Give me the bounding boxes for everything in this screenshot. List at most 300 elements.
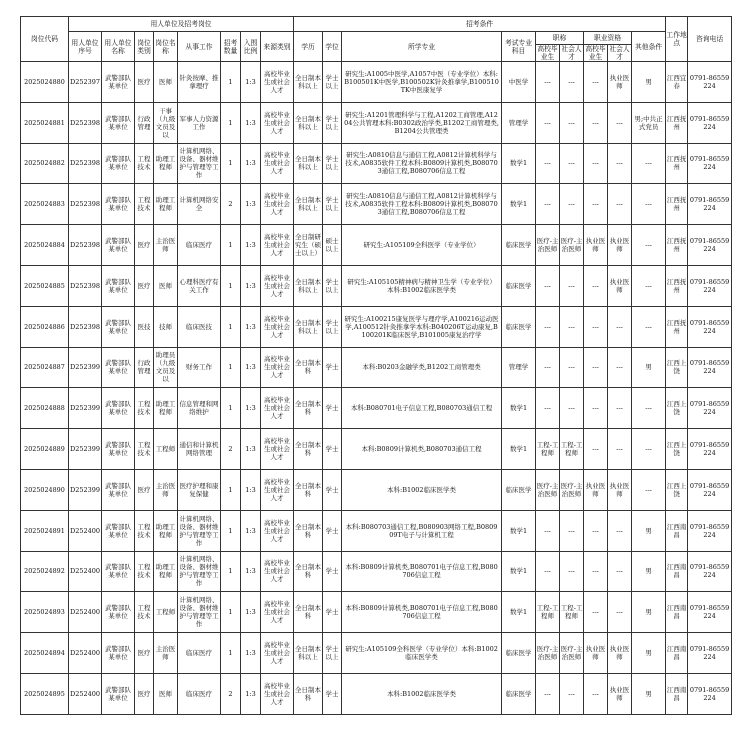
- table-row: [21, 469, 732, 510]
- cell-location: 江西南昌: [666, 673, 688, 714]
- cell-source: 高校毕业生或社会人才: [261, 62, 294, 103]
- cell-qual-social: 执业医师: [608, 469, 632, 510]
- recruitment-table-container: [20, 16, 731, 715]
- cell-recruit-num: 2: [221, 673, 241, 714]
- header-post-category: 岗位类别: [135, 32, 154, 62]
- cell-employer-name: 武警部队某单位: [102, 469, 135, 510]
- cell-exam-subject: 临床医学: [502, 673, 536, 714]
- cell-exam-subject: 数学1: [502, 184, 536, 225]
- cell-source: 高校毕业生或社会人才: [261, 673, 294, 714]
- cell-degree: 学士以上: [323, 143, 342, 184]
- cell-exam-subject: 数学1: [502, 429, 536, 470]
- cell-title-grad: ---: [536, 306, 560, 347]
- cell-title-social: ---: [560, 62, 584, 103]
- cell-degree: 学士: [323, 551, 342, 592]
- table-row: [21, 62, 732, 103]
- cell-post-name: 工程师: [154, 592, 178, 633]
- cell-employer-seq: D252399: [69, 347, 102, 388]
- cell-post-code: 2025024890: [21, 469, 69, 510]
- cell-employer-name: 武警部队某单位: [102, 388, 135, 429]
- cell-title-grad: 医疗-主治医师: [536, 225, 560, 266]
- header-employer-name: 用人单位名称: [102, 32, 135, 62]
- cell-qual-social: ---: [608, 429, 632, 470]
- cell-phone: 0791-86559224: [688, 673, 732, 714]
- cell-post-name: 医师: [154, 673, 178, 714]
- cell-interview-ratio: 1:3: [241, 102, 261, 143]
- cell-title-social: ---: [560, 347, 584, 388]
- cell-other: 男: [632, 347, 666, 388]
- cell-post-name: 助理工程师: [154, 551, 178, 592]
- cell-major: 本科:B080703通信工程,B080903网络工程,B080909T电子与计算机工程: [342, 510, 502, 551]
- cell-exam-subject: 临床医学: [502, 225, 536, 266]
- cell-work-type: 心理科医疗有关工作: [178, 265, 221, 306]
- header-employer-seq: 用人单位序号: [69, 32, 102, 62]
- cell-employer-seq: D252400: [69, 673, 102, 714]
- cell-employer-seq: D252400: [69, 551, 102, 592]
- cell-other: ---: [632, 469, 666, 510]
- cell-qual-social: ---: [608, 306, 632, 347]
- cell-qual-social: ---: [608, 388, 632, 429]
- cell-qual-grad: ---: [584, 388, 608, 429]
- cell-qual-social: ---: [608, 592, 632, 633]
- cell-recruit-num: 1: [221, 633, 241, 674]
- cell-employer-seq: D252399: [69, 469, 102, 510]
- cell-degree: 学士: [323, 673, 342, 714]
- cell-source: 高校毕业生或社会人才: [261, 469, 294, 510]
- cell-recruit-num: 1: [221, 347, 241, 388]
- cell-exam-subject: 数学1: [502, 388, 536, 429]
- cell-qual-social: ---: [608, 510, 632, 551]
- cell-major: 研究生:A100215康复医学与理疗学,A100216运动医学,A100512针灸推拿学本科:B040206T运动康复,B100201K临床医学,B101005康复治疗学: [342, 306, 502, 347]
- cell-qual-social: ---: [608, 143, 632, 184]
- cell-work-type: 计算机网络、设备、器材维护与管理等工作: [178, 510, 221, 551]
- cell-title-grad: ---: [536, 510, 560, 551]
- header-work-type: 从事工作: [178, 32, 221, 62]
- cell-major: 本科:B080701电子信息工程,B080703通信工程: [342, 388, 502, 429]
- cell-exam-subject: 数学1: [502, 551, 536, 592]
- cell-qual-grad: ---: [584, 143, 608, 184]
- cell-employer-name: 武警部队某单位: [102, 102, 135, 143]
- cell-employer-name: 武警部队某单位: [102, 184, 135, 225]
- cell-education: 全日制本科: [294, 592, 323, 633]
- cell-title-social: 医疗-主治医师: [560, 225, 584, 266]
- cell-interview-ratio: 1:3: [241, 184, 261, 225]
- cell-location: 江西上饶: [666, 388, 688, 429]
- cell-exam-subject: 中医学: [502, 62, 536, 103]
- cell-title-grad: ---: [536, 184, 560, 225]
- cell-other: ---: [632, 429, 666, 470]
- cell-post-name: 主治医师: [154, 469, 178, 510]
- cell-major: 本科:B0203金融学类,B1202工商管理类: [342, 347, 502, 388]
- cell-employer-name: 武警部队某单位: [102, 429, 135, 470]
- cell-other: 男: [632, 62, 666, 103]
- cell-title-grad: ---: [536, 347, 560, 388]
- cell-qual-grad: ---: [584, 551, 608, 592]
- cell-employer-name: 武警部队某单位: [102, 347, 135, 388]
- cell-post-name: 主治医师: [154, 633, 178, 674]
- cell-qual-grad: ---: [584, 184, 608, 225]
- cell-source: 高校毕业生或社会人才: [261, 510, 294, 551]
- cell-exam-subject: 临床医学: [502, 306, 536, 347]
- header-qual-grad: 高校毕业生: [585, 45, 606, 61]
- cell-other: ---: [632, 265, 666, 306]
- cell-title-social: ---: [560, 388, 584, 429]
- cell-phone: 0791-86559224: [688, 592, 732, 633]
- cell-education: 全日制本科以上: [294, 102, 323, 143]
- cell-title-social: ---: [560, 143, 584, 184]
- cell-exam-subject: 数学1: [502, 592, 536, 633]
- cell-employer-name: 武警部队某单位: [102, 551, 135, 592]
- cell-location: 江西抚州: [666, 143, 688, 184]
- cell-post-code: 2025024883: [21, 184, 69, 225]
- cell-phone: 0791-86559224: [688, 429, 732, 470]
- cell-recruit-num: 1: [221, 265, 241, 306]
- cell-post-name: 医师: [154, 265, 178, 306]
- cell-work-type: 临床医技: [178, 306, 221, 347]
- cell-employer-seq: D252399: [69, 429, 102, 470]
- cell-degree: 学士以上: [323, 306, 342, 347]
- cell-degree: 学士: [323, 592, 342, 633]
- cell-major: 本科:B0809计算机类,B080703通信工程: [342, 429, 502, 470]
- cell-post-category: 医技: [135, 306, 154, 347]
- cell-work-type: 军事人力资源工作: [178, 102, 221, 143]
- table-row: [21, 388, 732, 429]
- cell-employer-name: 武警部队某单位: [102, 592, 135, 633]
- table-row: [21, 143, 732, 184]
- cell-degree: 学士以上: [323, 102, 342, 143]
- cell-post-category: 工程技术: [135, 510, 154, 551]
- cell-education: 全日制本科: [294, 388, 323, 429]
- cell-post-category: 工程技术: [135, 388, 154, 429]
- cell-other: ---: [632, 184, 666, 225]
- table-header: [21, 17, 732, 62]
- cell-education: 全日制本科: [294, 673, 323, 714]
- header-title-group: 职称: [536, 32, 584, 45]
- table-row: [21, 184, 732, 225]
- cell-interview-ratio: 1:3: [241, 510, 261, 551]
- cell-post-category: 医疗: [135, 265, 154, 306]
- cell-employer-seq: D252400: [69, 510, 102, 551]
- cell-education: 全日制本科以上: [294, 265, 323, 306]
- cell-post-code: 2025024884: [21, 225, 69, 266]
- cell-degree: 学士以上: [323, 265, 342, 306]
- cell-work-type: 计算机网络、设备、器材维护与管理等工作: [178, 143, 221, 184]
- cell-post-category: 医疗: [135, 633, 154, 674]
- header-degree: 学位: [323, 32, 342, 62]
- cell-title-social: ---: [560, 102, 584, 143]
- cell-phone: 0791-86559224: [688, 184, 732, 225]
- cell-phone: 0791-86559224: [688, 551, 732, 592]
- cell-post-name: 工程师: [154, 429, 178, 470]
- cell-major: 研究生:A0810信息与通信工程,A0812计算机科学与技术,A0835软件工程本科:B0809计算机类,B080703通信工程,B080706信息工程: [342, 143, 502, 184]
- cell-source: 高校毕业生或社会人才: [261, 306, 294, 347]
- cell-post-code: 2025024882: [21, 143, 69, 184]
- table-body: [21, 62, 732, 715]
- cell-degree: 学士: [323, 469, 342, 510]
- cell-post-code: 2025024893: [21, 592, 69, 633]
- cell-location: 江西南昌: [666, 633, 688, 674]
- cell-qual-grad: ---: [584, 62, 608, 103]
- recruitment-table: [20, 16, 732, 715]
- cell-employer-seq: D252398: [69, 143, 102, 184]
- cell-work-type: 临床医疗: [178, 225, 221, 266]
- cell-other: ---: [632, 388, 666, 429]
- cell-source: 高校毕业生或社会人才: [261, 347, 294, 388]
- cell-source: 高校毕业生或社会人才: [261, 265, 294, 306]
- cell-degree: 学士: [323, 429, 342, 470]
- cell-recruit-num: 1: [221, 510, 241, 551]
- cell-post-name: 助理工程师: [154, 184, 178, 225]
- cell-employer-seq: D252398: [69, 306, 102, 347]
- cell-employer-name: 武警部队某单位: [102, 306, 135, 347]
- cell-title-grad: ---: [536, 62, 560, 103]
- cell-interview-ratio: 1:3: [241, 592, 261, 633]
- table-row: [21, 265, 732, 306]
- cell-title-social: ---: [560, 184, 584, 225]
- cell-location: 江西抚州: [666, 184, 688, 225]
- cell-phone: 0791-86559224: [688, 388, 732, 429]
- cell-interview-ratio: 1:3: [241, 633, 261, 674]
- header-post-code: 岗位代码: [21, 17, 69, 62]
- cell-education: 全日制本科: [294, 347, 323, 388]
- cell-interview-ratio: 1:3: [241, 225, 261, 266]
- cell-qual-grad: 执业医师: [584, 225, 608, 266]
- header-title-grad: 高校毕业生: [537, 45, 558, 61]
- cell-phone: 0791-86559224: [688, 265, 732, 306]
- cell-work-type: 通信和计算机网络管理: [178, 429, 221, 470]
- table-row: [21, 347, 732, 388]
- header-exam-subject: 考试专业科目: [502, 32, 536, 62]
- cell-qual-social: 执业医师: [608, 62, 632, 103]
- cell-work-type: 财务工作: [178, 347, 221, 388]
- cell-source: 高校毕业生或社会人才: [261, 633, 294, 674]
- cell-post-category: 医疗: [135, 225, 154, 266]
- cell-other: 男: [632, 551, 666, 592]
- cell-post-code: 2025024891: [21, 510, 69, 551]
- cell-qual-grad: ---: [584, 102, 608, 143]
- header-phone: 咨询电话: [688, 17, 732, 62]
- cell-qual-grad: ---: [584, 306, 608, 347]
- cell-location: 江西南昌: [666, 551, 688, 592]
- cell-work-type: 医疗护理和康复保健: [178, 469, 221, 510]
- cell-title-grad: 工程-工程师: [536, 592, 560, 633]
- cell-major: 本科:B1002临床医学类: [342, 469, 502, 510]
- cell-employer-seq: D252398: [69, 184, 102, 225]
- cell-major: 本科:B0809计算机类,B080701电子信息工程,B080706信息工程: [342, 551, 502, 592]
- cell-education: 全日制本科以上: [294, 633, 323, 674]
- cell-source: 高校毕业生或社会人才: [261, 225, 294, 266]
- cell-post-category: 行政管理: [135, 347, 154, 388]
- cell-phone: 0791-86559224: [688, 633, 732, 674]
- table-row: [21, 510, 732, 551]
- cell-recruit-num: 1: [221, 388, 241, 429]
- cell-major: 研究生:A105109全科医学（专业学位）: [342, 225, 502, 266]
- cell-title-grad: 工程-工程师: [536, 429, 560, 470]
- cell-post-code: 2025024880: [21, 62, 69, 103]
- cell-title-social: ---: [560, 510, 584, 551]
- cell-qual-social: 执业医师: [608, 673, 632, 714]
- cell-work-type: 临床医疗: [178, 673, 221, 714]
- cell-source: 高校毕业生或社会人才: [261, 388, 294, 429]
- header-recruit-num: 招考数量: [221, 32, 241, 62]
- cell-employer-name: 武警部队某单位: [102, 265, 135, 306]
- cell-location: 江西上饶: [666, 469, 688, 510]
- cell-location: 江西上饶: [666, 429, 688, 470]
- cell-title-social: 医疗-主治医师: [560, 469, 584, 510]
- cell-post-code: 2025024894: [21, 633, 69, 674]
- cell-post-code: 2025024895: [21, 673, 69, 714]
- cell-degree: 学士: [323, 510, 342, 551]
- header-location: 工作地点: [666, 17, 688, 62]
- cell-recruit-num: 1: [221, 306, 241, 347]
- header-title-social: 社会人才: [561, 45, 582, 61]
- cell-employer-seq: D252399: [69, 388, 102, 429]
- cell-recruit-num: 1: [221, 551, 241, 592]
- cell-title-grad: 医疗-主治医师: [536, 633, 560, 674]
- cell-recruit-num: 1: [221, 62, 241, 103]
- cell-degree: 学士以上: [323, 62, 342, 103]
- cell-major: 研究生:A1005中医学,A1057中医（专业学位）本科:B100501K中医学,B100502K针灸推拿学,B100510TK中医康复学: [342, 62, 502, 103]
- cell-source: 高校毕业生或社会人才: [261, 102, 294, 143]
- cell-qual-social: ---: [608, 347, 632, 388]
- cell-qual-social: 执业医师: [608, 265, 632, 306]
- cell-recruit-num: 1: [221, 592, 241, 633]
- cell-employer-seq: D252398: [69, 102, 102, 143]
- cell-post-category: 工程技术: [135, 592, 154, 633]
- cell-phone: 0791-86559224: [688, 102, 732, 143]
- cell-post-code: 2025024892: [21, 551, 69, 592]
- cell-post-category: 工程技术: [135, 143, 154, 184]
- cell-title-social: ---: [560, 306, 584, 347]
- cell-location: 江西南昌: [666, 510, 688, 551]
- cell-exam-subject: 数学1: [502, 143, 536, 184]
- cell-recruit-num: 2: [221, 429, 241, 470]
- cell-recruit-num: 1: [221, 102, 241, 143]
- header-other: 其他条件: [632, 32, 666, 62]
- cell-exam-subject: 管理学: [502, 102, 536, 143]
- cell-interview-ratio: 1:3: [241, 62, 261, 103]
- cell-location: 江西抚州: [666, 102, 688, 143]
- table-row: [21, 592, 732, 633]
- cell-qual-grad: ---: [584, 592, 608, 633]
- cell-degree: 硕士以上: [323, 225, 342, 266]
- cell-post-name: 助理工程师: [154, 143, 178, 184]
- cell-work-type: 计算机网络、设备、器材维护与管理等工作: [178, 551, 221, 592]
- cell-phone: 0791-86559224: [688, 510, 732, 551]
- table-row: [21, 102, 732, 143]
- header-major: 所学专业: [342, 32, 502, 62]
- cell-title-grad: ---: [536, 673, 560, 714]
- cell-post-name: 助理工程师: [154, 388, 178, 429]
- cell-education: 全日制本科以上: [294, 143, 323, 184]
- cell-major: 研究生:A105109全科医学（专业学位）本科:B1002临床医学类: [342, 633, 502, 674]
- cell-other: 男: [632, 673, 666, 714]
- header-conditions-group: 招考条件: [294, 17, 666, 32]
- cell-exam-subject: 临床医学: [502, 633, 536, 674]
- cell-education: 全日制本科以上: [294, 184, 323, 225]
- cell-qual-social: ---: [608, 551, 632, 592]
- cell-post-code: 2025024886: [21, 306, 69, 347]
- cell-qual-grad: ---: [584, 429, 608, 470]
- cell-post-code: 2025024889: [21, 429, 69, 470]
- header-education: 学历: [294, 32, 323, 62]
- table-row: [21, 673, 732, 714]
- table-row: [21, 429, 732, 470]
- cell-major: 本科:B1002临床医学类: [342, 673, 502, 714]
- cell-degree: 学士以上: [323, 633, 342, 674]
- cell-recruit-num: 1: [221, 469, 241, 510]
- cell-recruit-num: 2: [221, 184, 241, 225]
- cell-qual-grad: ---: [584, 265, 608, 306]
- cell-degree: 学士以上: [323, 184, 342, 225]
- cell-qual-social: ---: [608, 184, 632, 225]
- cell-work-type: 计算机网络安全: [178, 184, 221, 225]
- cell-employer-seq: D252398: [69, 225, 102, 266]
- cell-exam-subject: 临床医学: [502, 265, 536, 306]
- cell-qual-grad: ---: [584, 673, 608, 714]
- cell-interview-ratio: 1:3: [241, 265, 261, 306]
- table-row: [21, 225, 732, 266]
- cell-employer-seq: D252400: [69, 592, 102, 633]
- cell-employer-seq: D252398: [69, 265, 102, 306]
- cell-interview-ratio: 1:3: [241, 673, 261, 714]
- cell-qual-grad: 执业医师: [584, 469, 608, 510]
- cell-employer-name: 武警部队某单位: [102, 225, 135, 266]
- cell-title-social: ---: [560, 265, 584, 306]
- cell-phone: 0791-86559224: [688, 469, 732, 510]
- cell-title-social: 医疗-主治医师: [560, 633, 584, 674]
- cell-employer-name: 武警部队某单位: [102, 143, 135, 184]
- cell-location: 江西抚州: [666, 306, 688, 347]
- cell-qual-grad: ---: [584, 347, 608, 388]
- cell-source: 高校毕业生或社会人才: [261, 592, 294, 633]
- cell-work-type: 针灸按摩、推拿理疗: [178, 62, 221, 103]
- cell-title-grad: ---: [536, 388, 560, 429]
- cell-employer-name: 武警部队某单位: [102, 633, 135, 674]
- cell-education: 全日制本科: [294, 429, 323, 470]
- cell-post-name: 主治医师: [154, 225, 178, 266]
- cell-exam-subject: 临床医学: [502, 469, 536, 510]
- cell-phone: 0791-86559224: [688, 143, 732, 184]
- cell-post-category: 工程技术: [135, 184, 154, 225]
- cell-degree: 学士: [323, 388, 342, 429]
- cell-title-social: 工程-工程师: [560, 429, 584, 470]
- cell-post-code: 2025024888: [21, 388, 69, 429]
- cell-exam-subject: 管理学: [502, 347, 536, 388]
- cell-post-name: 干事（九级文员及以: [154, 102, 178, 143]
- cell-post-category: 工程技术: [135, 551, 154, 592]
- cell-phone: 0791-86559224: [688, 62, 732, 103]
- cell-location: 江西宜春: [666, 62, 688, 103]
- cell-education: 全日制本科: [294, 469, 323, 510]
- cell-title-grad: ---: [536, 265, 560, 306]
- cell-qual-grad: 执业医师: [584, 633, 608, 674]
- cell-title-social: ---: [560, 673, 584, 714]
- cell-post-name: 医师: [154, 62, 178, 103]
- cell-location: 江西抚州: [666, 265, 688, 306]
- cell-phone: 0791-86559224: [688, 306, 732, 347]
- cell-interview-ratio: 1:3: [241, 551, 261, 592]
- cell-source: 高校毕业生或社会人才: [261, 143, 294, 184]
- cell-work-type: 计算机网络、设备、器材维护与管理等工作: [178, 592, 221, 633]
- cell-interview-ratio: 1:3: [241, 306, 261, 347]
- cell-education: 全日制本科以上: [294, 306, 323, 347]
- cell-location: 江西抚州: [666, 225, 688, 266]
- cell-other: 男: [632, 633, 666, 674]
- cell-phone: 0791-86559224: [688, 225, 732, 266]
- cell-interview-ratio: 1:3: [241, 347, 261, 388]
- cell-post-name: 助理员（九级文员及以: [154, 347, 178, 388]
